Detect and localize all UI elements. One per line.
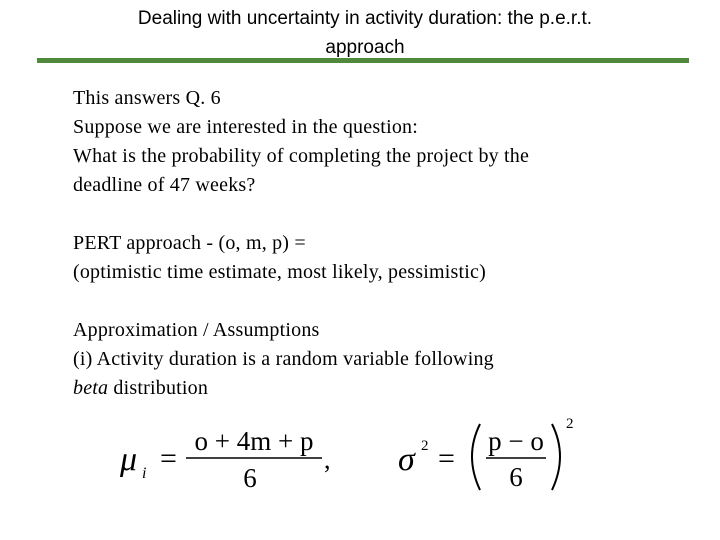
title-line-1: Dealing with uncertainty in activity duration: the p.e.r.t.: [137, 8, 593, 29]
assumptions-heading: Approximation / Assumptions: [73, 319, 320, 341]
mean-formula: [118, 418, 348, 496]
mu-subscript: i: [142, 465, 147, 482]
answer-line: This answers Q. 6: [73, 87, 221, 109]
variance-equals: =: [438, 442, 455, 475]
variance-denominator: 6: [509, 462, 523, 492]
estimates-line: (optimistic time estimate, most likely, pessimistic): [73, 261, 486, 283]
pert-line: PERT approach - (o, m, p) =: [73, 232, 306, 254]
title-line-2: approach: [325, 37, 405, 58]
variance-formula: [396, 412, 596, 498]
right-paren: [552, 424, 560, 490]
mean-equals: =: [160, 442, 177, 475]
question-intro-line: Suppose we are interested in the question:: [73, 116, 418, 138]
sigma-superscript: 2: [421, 438, 429, 454]
slide-body: [73, 84, 693, 403]
spacer: [73, 287, 693, 316]
distribution-word: distribution: [108, 377, 209, 399]
question-line: What is the probability of completing the project by the: [73, 145, 530, 167]
title-underline-rule: [37, 58, 689, 63]
variance-numerator: p − o: [488, 426, 544, 456]
mean-denominator: 6: [243, 463, 257, 493]
assumption-line: (i) Activity duration is a random variable following: [73, 348, 494, 370]
slide-title: [20, 4, 710, 62]
beta-word: beta: [73, 377, 109, 399]
distribution-line: [73, 374, 693, 403]
mu-symbol: μ: [120, 441, 138, 478]
mean-numerator: o + 4m + p: [194, 426, 314, 456]
sigma-symbol: σ: [398, 441, 415, 478]
left-paren: [472, 424, 480, 490]
outer-exponent: 2: [566, 416, 574, 432]
spacer: [73, 200, 693, 229]
deadline-line: deadline of 47 weeks?: [73, 174, 256, 196]
mean-comma: ,: [324, 445, 331, 474]
